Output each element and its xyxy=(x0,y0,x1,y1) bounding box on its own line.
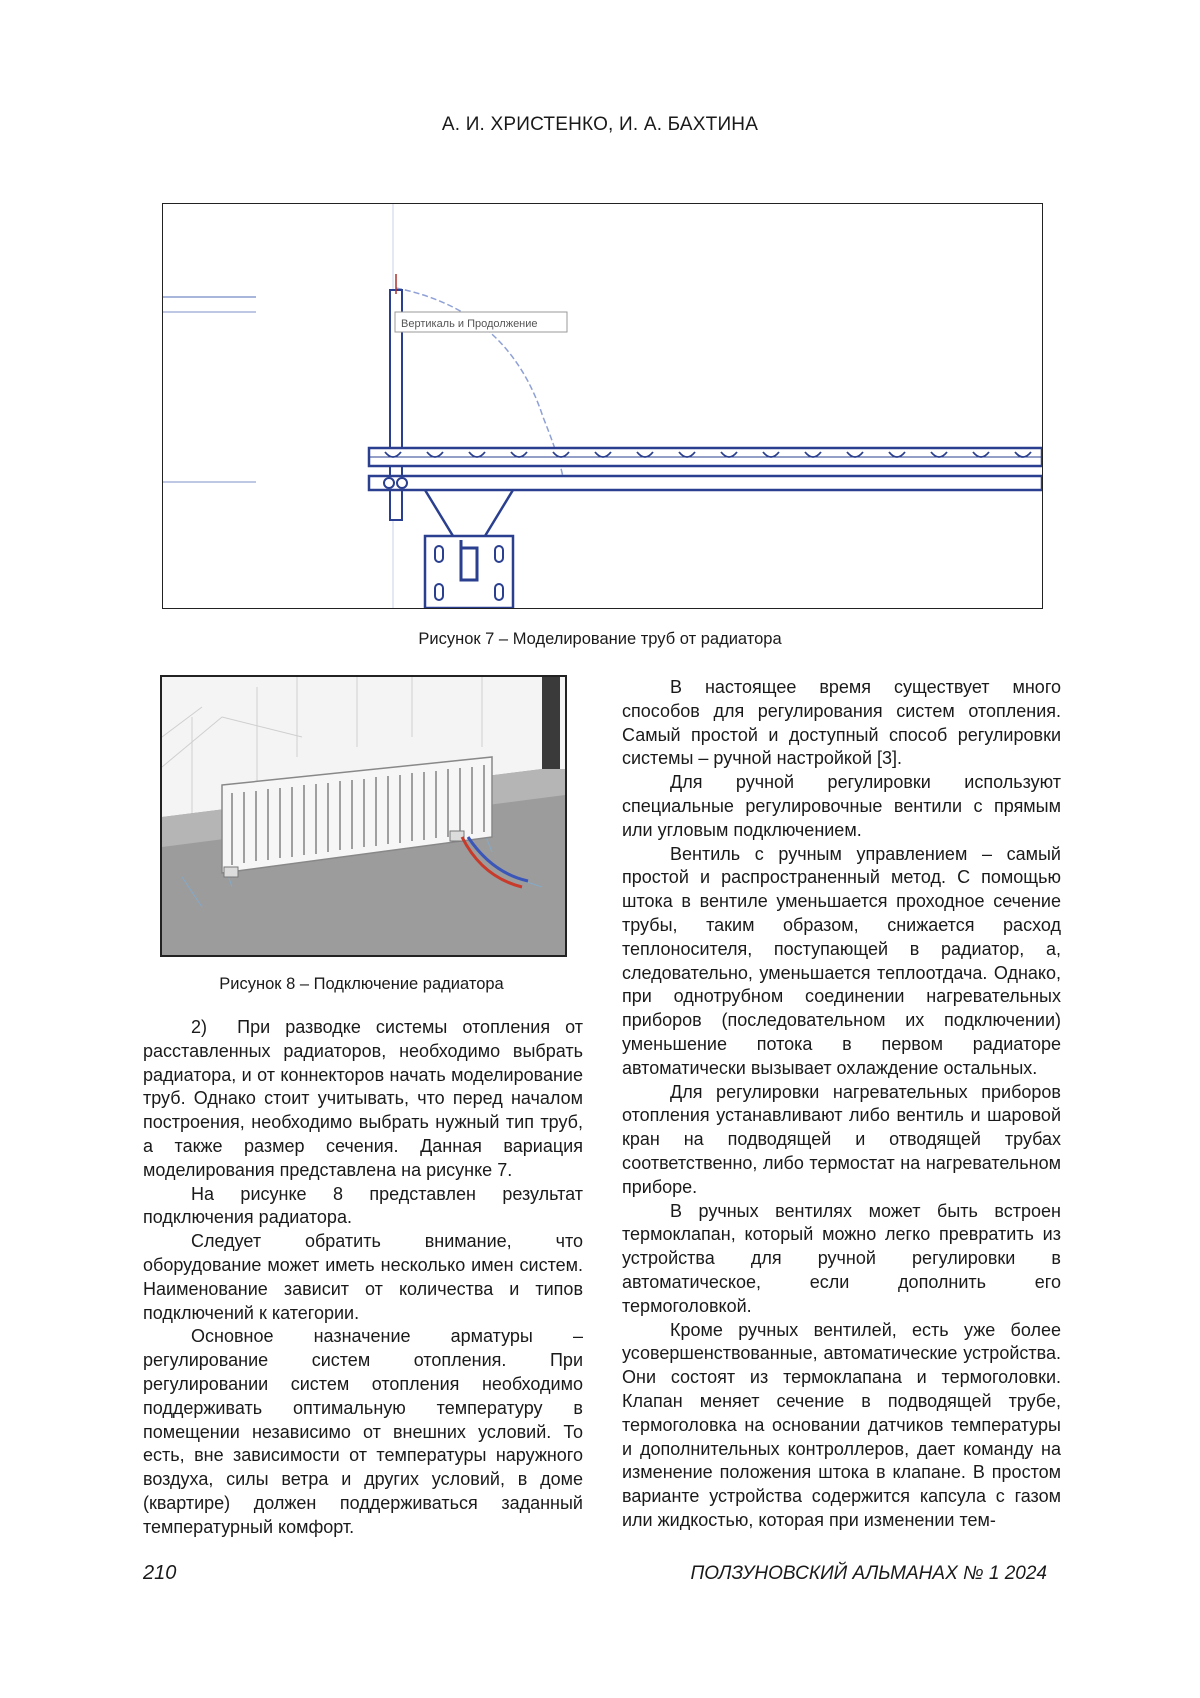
figure-8-svg xyxy=(162,677,565,955)
connector-2 xyxy=(397,478,407,488)
paragraph: Для ручной регулировки используют специальные регулировочные вентили с прямым или угловым подключением. xyxy=(622,772,1061,840)
figure-8-caption: Рисунок 8 – Подключение радиатора xyxy=(219,975,504,993)
figure-8-render xyxy=(160,675,567,957)
paragraph: В настоящее время существует много способов для регулирования систем отопления. Самый простой и доступный способ регулировки системы – ручной настройкой [3]. xyxy=(622,677,1061,769)
paragraph: 2) При разводке системы отопления от расставленных радиаторов, необходимо выбрать радиатора, и от коннекторов начать моделирование труб. Однако стоит учитывать, что перед началом построения, необходимо выбрать нужный тип труб, а также размер сечения. Данная вариация моделирования представлена на рисунке 7. xyxy=(143,1017,583,1180)
connector-1 xyxy=(384,478,394,488)
paragraph: Кроме ручных вентилей, есть уже более усовершенствованные, автоматические устройства. Они состоят из термоклапана и термоголовки. Клапан меняет сечение в подводящей трубе, термоголовка на основании датчиков температуры и дополнительных контроллеров, дает команду на изменение положения штока в клапане. В простом варианте устройства содержится капсула с газом или жидкостью, которая при изменении тем- xyxy=(622,1319,1061,1530)
journal-title: ПОЛЗУНОВСКИЙ АЛЬМАНАХ № 1 2024 xyxy=(690,1563,1047,1584)
bracket-funnel xyxy=(425,490,513,536)
radiator-foot-left xyxy=(224,867,238,877)
bracket-slot-3 xyxy=(435,584,443,600)
radiator-bottom-pipe xyxy=(369,476,1042,490)
paragraph: Основное назначение арматуры – регулирование систем отопления. При регулировании систем отопления необходимо поддерживать оптимальную температуру в помещении независимо от внешних условий. То есть, вне зависимости от температуры наружного воздуха, силы ветра и других условий, в доме (квартире) должен поддерживаться заданный температурный комфорт. xyxy=(143,1326,583,1537)
paragraph: Для регулировки нагревательных приборов отопления устанавливают либо вентиль и шаровой кран на подводящей и отводящей трубах соответственно, либо термостат на нагревательном приборе. xyxy=(622,1081,1061,1197)
running-header: А. И. ХРИСТЕНКО, И. А. БАХТИНА xyxy=(441,114,759,135)
bracket-slot-4 xyxy=(495,584,503,600)
tooltip-text: Вертикаль и Продолжение xyxy=(401,318,538,330)
bracket-slot-2 xyxy=(495,546,503,562)
right-column xyxy=(622,676,1061,1533)
left-column xyxy=(143,1016,583,1540)
figure-7-svg xyxy=(163,204,1042,608)
paragraph: В ручных вентилях может быть встроен термоклапан, который можно легко превратить из устройства для ручной регулировки в автоматическое, если дополнить его термоголовкой. xyxy=(622,1200,1061,1316)
figure-7-drawing xyxy=(162,203,1043,609)
paragraph: На рисунке 8 представлен результат подключения радиатора. xyxy=(143,1183,583,1228)
paragraph: Следует обратить внимание, что оборудование может иметь несколько имен систем. Наименование зависит от количества и типов подключений к категории. xyxy=(143,1231,583,1323)
figure-7-caption: Рисунок 7 – Моделирование труб от радиатора xyxy=(418,630,782,648)
bracket-slot-1 xyxy=(435,546,443,562)
paragraph: Вентиль с ручным управлением – самый простой и распространенный метод. С помощью штока в вентиле уменьшается проходное сечение трубы, таким образом, снижается расход теплоносителя, поступающей в радиатор, а, следовательно, уменьшается теплоотдача. Однако, при однотрубном соединении нагревательных приборов (последовательном их подключении) уменьшение потока в первом радиаторе автоматически вызывает охлаждение остальных. xyxy=(622,843,1061,1078)
page-number: 210 xyxy=(143,1562,177,1584)
